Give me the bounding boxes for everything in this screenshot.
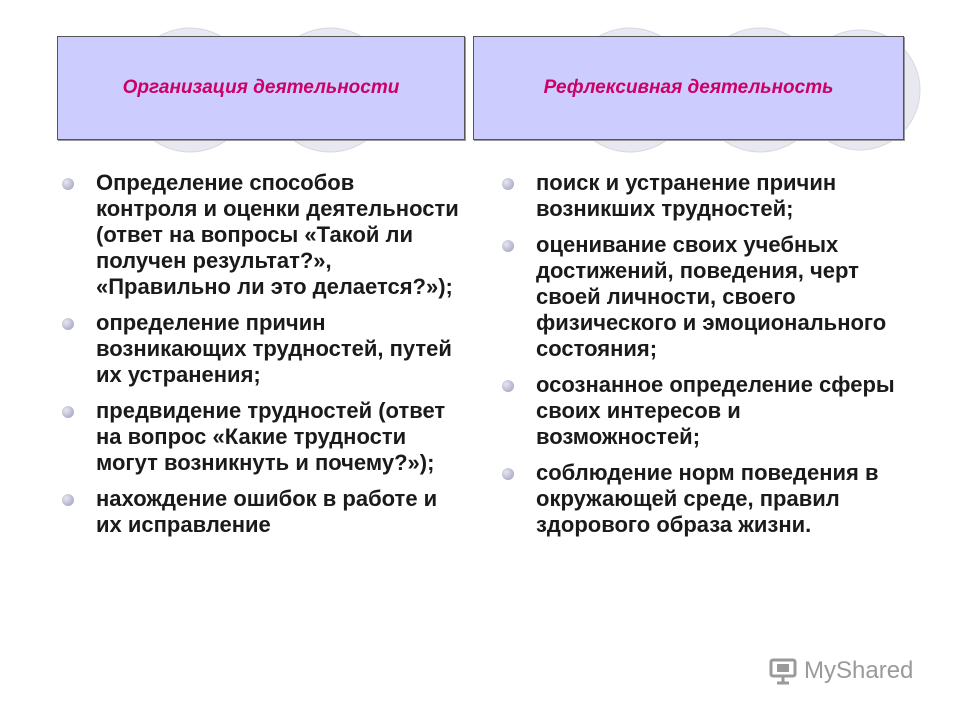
list-item-text: Определение способов контроля и оценки деятельности (ответ на вопросы «Такой ли получен результат?», «Правильно ли это делается?»); (96, 170, 459, 299)
projector-screen-icon (768, 656, 798, 686)
list-item-text: нахождение ошибок в работе и их исправление (96, 486, 438, 537)
header-box-organization (57, 36, 465, 140)
watermark-text: MyShared (804, 657, 914, 684)
list-item (500, 170, 900, 222)
bullet-icon (502, 240, 514, 252)
list-item-text: оценивание своих учебных достижений, поведения, черт своей личности, своего физического и эмоционального состояния; (536, 232, 887, 361)
list-item-text: поиск и устранение причин возникших трудностей; (536, 170, 837, 221)
list-item (60, 398, 460, 476)
left-bullet-list (60, 170, 460, 548)
header-box-reflexive (473, 36, 904, 140)
bullet-icon (62, 494, 74, 506)
list-item (60, 170, 460, 300)
bullet-icon (62, 178, 74, 190)
list-item (500, 232, 900, 362)
bullet-icon (62, 318, 74, 330)
myshared-watermark (768, 656, 913, 686)
header-organization: Организация деятельности (122, 77, 400, 98)
bullet-icon (62, 406, 74, 418)
list-item-text: соблюдение норм поведения в окружающей среде, правил здорового образа жизни. (536, 460, 879, 537)
bullet-icon (502, 380, 514, 392)
header-reflexive: Рефлексивная деятельность (543, 77, 834, 98)
right-bullet-list (500, 170, 900, 548)
list-item-text: определение причин возникающих трудностей, путей их устранения; (96, 310, 452, 387)
list-item (500, 460, 900, 538)
list-item (60, 486, 460, 538)
list-item-text: осознанное определение сферы своих интересов и возможностей; (536, 372, 895, 449)
list-item (500, 372, 900, 450)
list-item (60, 310, 460, 388)
list-item-text: предвидение трудностей (ответ на вопрос «Какие трудности могут возникнуть и почему?»); (96, 398, 446, 475)
bullet-icon (502, 178, 514, 190)
bullet-icon (502, 468, 514, 480)
